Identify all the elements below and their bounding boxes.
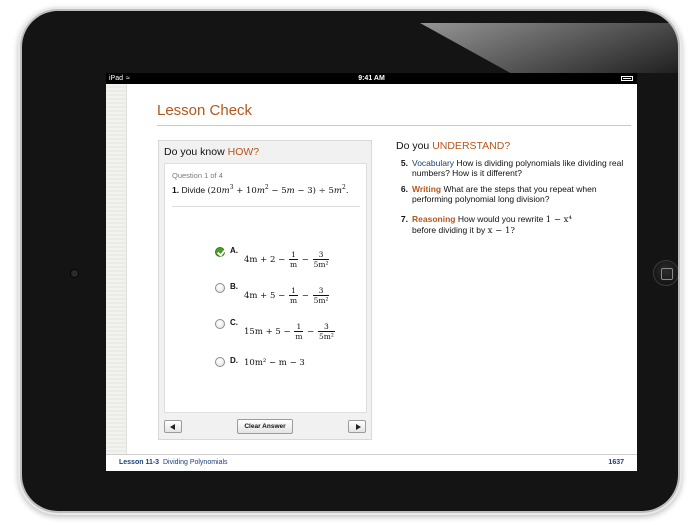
- choice-letter: A.: [230, 246, 238, 255]
- choice-expression: 4m + 2 − $\frac{1}{m}$ − $\frac{3}{\text{5m²}}$: [244, 250, 329, 269]
- question-counter: Question 1 of 4: [172, 171, 223, 180]
- keyword-reasoning: Reasoning: [412, 214, 456, 224]
- screen: [106, 73, 637, 471]
- question-divider: [172, 206, 360, 207]
- understand-item-5: 5. Vocabulary How is dividing polynomials like dividing real numbers? How is it different?: [400, 158, 624, 178]
- radio-icon[interactable]: [215, 283, 225, 293]
- page-edge-strip: [106, 84, 127, 454]
- arrow-right-icon: [356, 424, 361, 430]
- home-square-icon: [661, 268, 673, 280]
- ipad-frame: [22, 11, 678, 511]
- previous-button[interactable]: [164, 420, 182, 433]
- clear-answer-button[interactable]: Clear Answer: [237, 419, 293, 434]
- question-text: 1. Divide $(20m^3 + 10m^2 - 5m - 3) \div 5m^2$.: [172, 184, 349, 196]
- how-panel: [158, 140, 372, 440]
- footer-lesson: Lesson 11-3 Dividing Polynomials: [119, 459, 228, 466]
- keyword-vocabulary: Vocabulary: [412, 158, 455, 168]
- how-heading: Do you know HOW?: [164, 146, 260, 158]
- choice-letter: B.: [230, 282, 238, 291]
- choice-letter: D.: [230, 356, 238, 365]
- carrier-label: iPad: [109, 75, 124, 82]
- title-divider: [157, 125, 631, 126]
- home-button[interactable]: [653, 260, 678, 286]
- footer-divider: [106, 454, 637, 455]
- question-card: [164, 163, 367, 413]
- wifi-icon: ≈: [126, 75, 130, 82]
- page-title: Lesson Check: [157, 102, 253, 119]
- next-button[interactable]: [348, 420, 366, 433]
- clock: 9:41 AM: [358, 75, 385, 82]
- radio-checked-icon[interactable]: [215, 247, 225, 257]
- radio-icon[interactable]: [215, 357, 225, 367]
- page-number: 1637: [608, 459, 624, 466]
- choice-expression: 10m² − m − 3: [244, 358, 305, 368]
- understand-item-7: 7. Reasoning How would you rewrite 1 − x⁴ before dividing it by x − 1?: [400, 214, 572, 236]
- choice-letter: C.: [230, 318, 238, 327]
- understand-item-6: 6. Writing What are the steps that you repeat when performing polynomial long division?: [400, 184, 597, 204]
- arrow-left-icon: [170, 424, 175, 430]
- radio-icon[interactable]: [215, 319, 225, 329]
- keyword-writing: Writing: [412, 184, 442, 194]
- status-bar: [106, 73, 637, 84]
- battery-icon: [621, 76, 633, 81]
- understand-heading: Do you UNDERSTAND?: [396, 140, 511, 152]
- camera-icon: [70, 269, 79, 278]
- choice-expression: 15m + 5 − $\frac{1}{m}$ − $\frac{3}{\text{5m²}}$: [244, 322, 334, 341]
- bezel-glare: [420, 23, 678, 73]
- choice-expression: 4m + 5 − $\frac{1}{m}$ − $\frac{3}{\text{5m²}}$: [244, 286, 329, 305]
